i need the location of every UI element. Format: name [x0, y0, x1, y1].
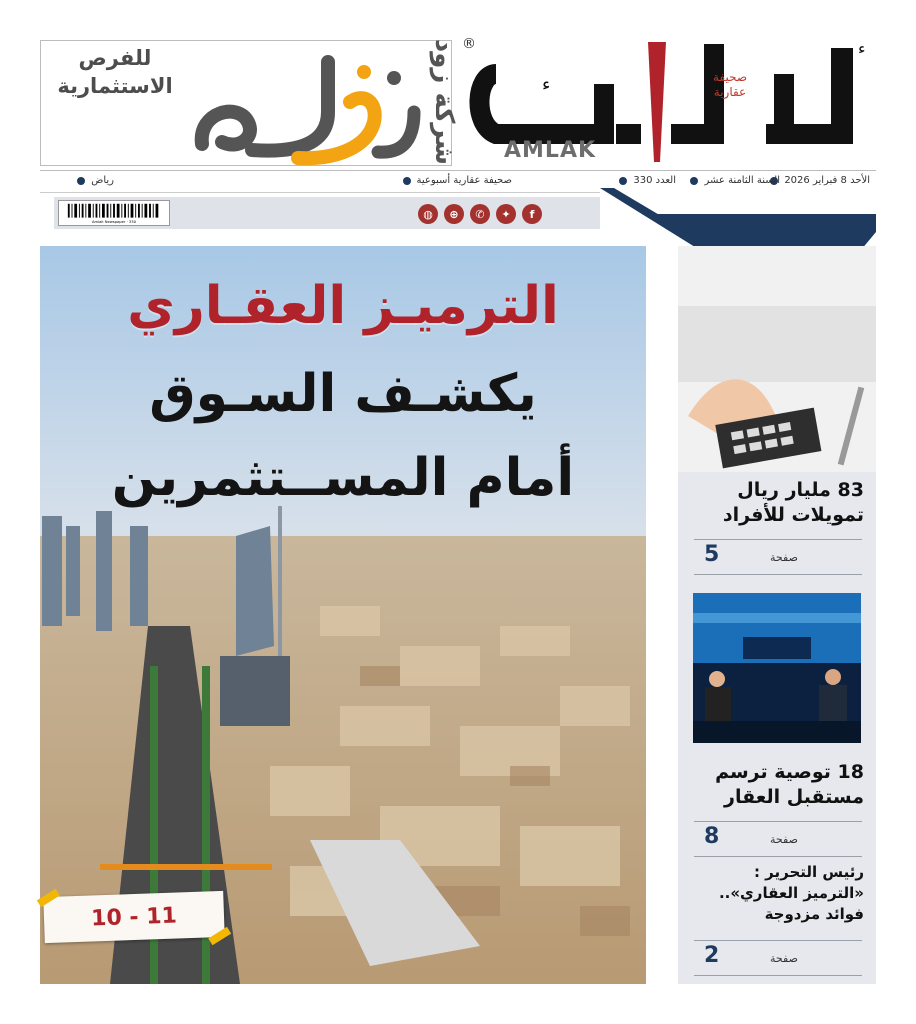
sidebar-story2-page — [694, 821, 862, 857]
web-icon[interactable]: ⊕ — [444, 204, 464, 224]
sidebar-story1-line1: 83 مليار ريال — [737, 479, 864, 501]
sidebar-story3-line2: «الترميز العقاري».. — [718, 884, 864, 902]
headline-line1: الترميـز العقـاري — [127, 276, 559, 336]
logo-tagline-line2: عقارية — [713, 85, 747, 99]
facebook-icon[interactable]: f — [522, 204, 542, 224]
registered-mark: ® — [462, 36, 476, 52]
page-number: 8 — [704, 824, 720, 849]
conference-photo — [693, 593, 861, 743]
calculator-photo — [678, 246, 876, 472]
page-label: صفحة — [770, 952, 798, 965]
pages-tag — [43, 891, 224, 943]
bullet-icon — [690, 177, 698, 185]
whatsapp-icon[interactable]: ✆ — [470, 204, 490, 224]
snapchat-icon[interactable]: ◍ — [418, 204, 438, 224]
sidebar-story3-title[interactable] — [688, 862, 864, 925]
page-number: 5 — [704, 542, 720, 567]
barcode-caption: Amlak Newspaper · 330 — [92, 220, 136, 225]
advert-slogan-line1: للفرص — [78, 46, 152, 70]
twitter-icon[interactable]: ✦ — [496, 204, 516, 224]
social-icons — [418, 204, 542, 224]
info-issue — [619, 175, 676, 186]
info-year-text: السنة الثامنة عشر — [704, 175, 780, 186]
logo-tagline — [700, 70, 760, 100]
advert-slogan-line2: الاستثمارية — [57, 74, 173, 99]
zood-logo-company: شركة زود — [429, 38, 459, 166]
headline-line3: أمام المســتثمرين — [111, 448, 575, 508]
info-year — [690, 175, 780, 186]
info-type — [403, 175, 512, 186]
page-label: صفحة — [770, 551, 798, 564]
sidebar-story2-line1: 18 توصية ترسم — [715, 761, 864, 783]
bullet-icon — [403, 177, 411, 185]
sidebar-story3-line1: رئيس التحرير : — [753, 863, 864, 881]
info-city-text: رياض — [91, 175, 114, 186]
advert-slogan — [40, 44, 190, 101]
sidebar-story1-title[interactable] — [688, 478, 864, 527]
cover-photo — [40, 246, 646, 984]
headline-line2: يكشـف السـوق — [149, 364, 537, 424]
sidebar-story2-line2: مستقبل العقار — [724, 785, 864, 808]
svg-text:ء: ء — [858, 39, 866, 58]
sidebar-story1-line2: تمويلات للأفراد — [722, 503, 864, 526]
sidebar-story1-page — [694, 539, 862, 575]
zood-logo — [178, 38, 459, 166]
logo-latin: AMLAK — [504, 138, 597, 163]
pages-tag-text: 10 - 11 — [90, 903, 178, 931]
info-date-text: الأحد 8 فبراير 2026 — [784, 175, 870, 186]
divider — [40, 192, 600, 193]
sidebar-story3-page — [694, 940, 862, 976]
info-type-text: صحيفة عقارية أسبوعية — [416, 175, 512, 186]
bullet-icon — [77, 177, 85, 185]
logo-tagline-line1: صحيفة — [712, 70, 748, 84]
page-number: 2 — [704, 943, 720, 968]
divider — [40, 170, 876, 171]
info-city — [77, 175, 114, 186]
bullet-icon — [619, 177, 627, 185]
sidebar-story2-title[interactable] — [688, 760, 864, 809]
page-label: صفحة — [770, 833, 798, 846]
sidebar-story3-line3: فوائد مزدوجة — [764, 905, 864, 923]
barcode — [58, 200, 170, 226]
city-aerial-photo — [40, 246, 646, 984]
info-issue-text: العدد 330 — [633, 175, 676, 186]
svg-text:ء: ء — [542, 74, 551, 95]
info-date — [770, 175, 870, 186]
